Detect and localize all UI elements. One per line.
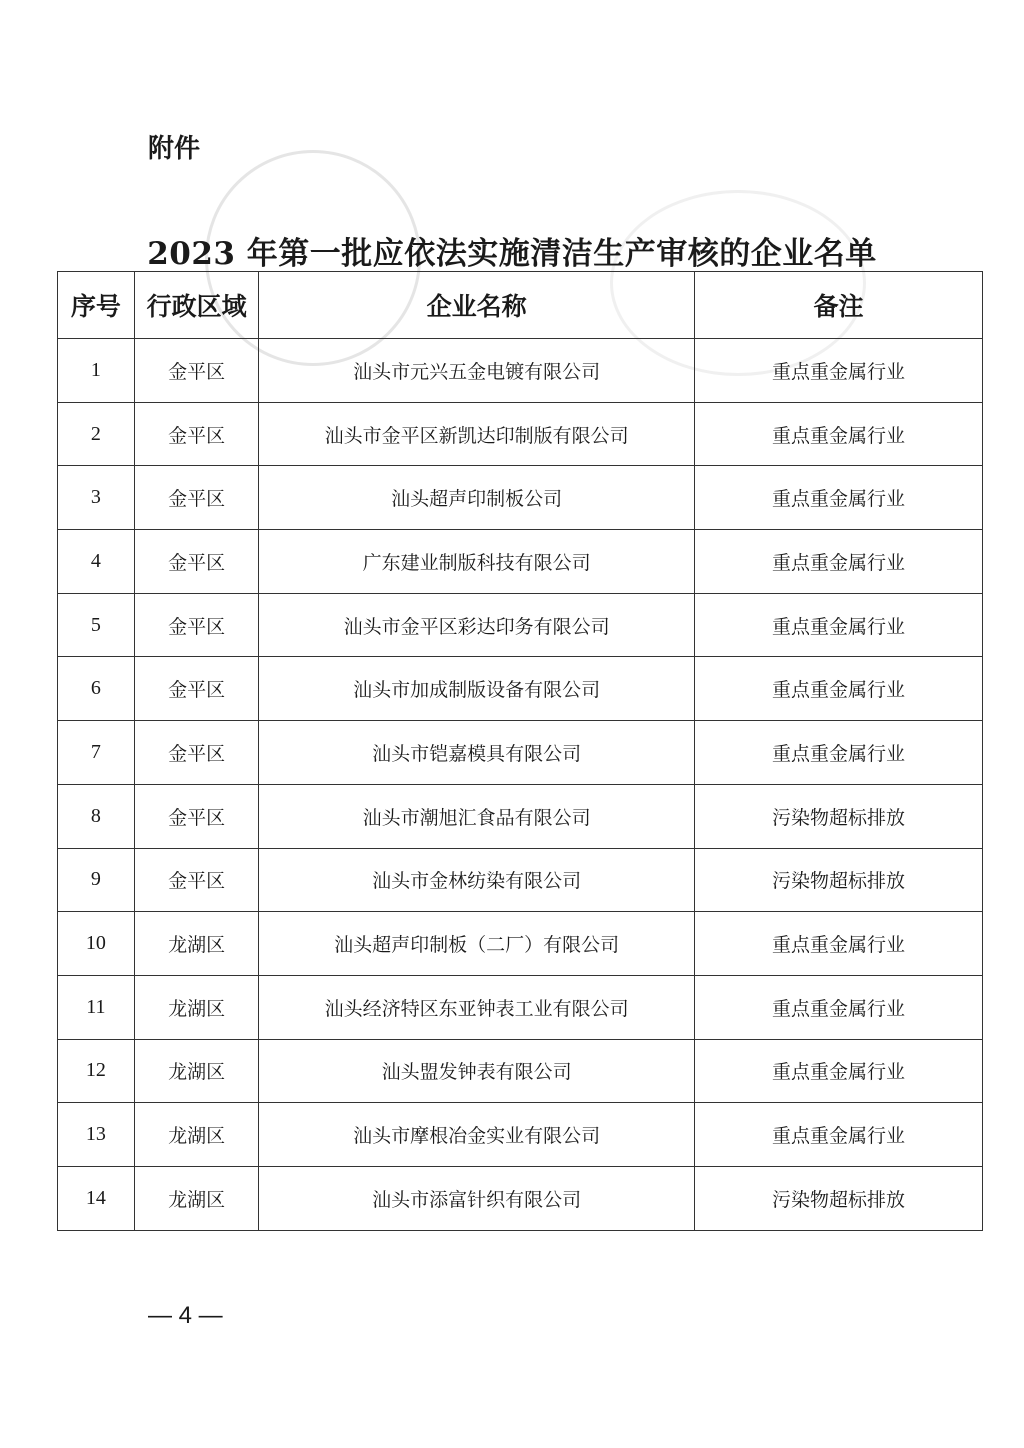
cell-company-name: 汕头市铠嘉模具有限公司 xyxy=(259,721,695,785)
header-remarks: 备注 xyxy=(694,272,982,339)
cell-company-name: 汕头超声印制板（二厂）有限公司 xyxy=(259,912,695,976)
document-title: 2023 年第一批应依法实施清洁生产审核的企业名单 xyxy=(147,236,877,272)
table-row xyxy=(58,848,983,912)
cell-serial-no: 10 xyxy=(58,912,135,976)
table-row xyxy=(58,975,983,1039)
cell-company-name: 汕头市加成制版设备有限公司 xyxy=(259,657,695,721)
cell-district: 金平区 xyxy=(134,657,259,721)
cell-district: 龙湖区 xyxy=(134,1166,259,1230)
table-header-row xyxy=(58,272,983,339)
cell-remarks: 污染物超标排放 xyxy=(694,784,982,848)
cell-company-name: 汕头经济特区东亚钟表工业有限公司 xyxy=(259,975,695,1039)
cell-serial-no: 13 xyxy=(58,1103,135,1167)
table-row xyxy=(58,721,983,785)
cell-company-name: 汕头市元兴五金电镀有限公司 xyxy=(259,339,695,403)
cell-remarks: 重点重金属行业 xyxy=(694,721,982,785)
cell-company-name: 汕头市添富针织有限公司 xyxy=(259,1166,695,1230)
table-row xyxy=(58,593,983,657)
cell-serial-no: 9 xyxy=(58,848,135,912)
header-serial-no: 序号 xyxy=(58,272,135,339)
cell-district: 龙湖区 xyxy=(134,1103,259,1167)
cell-remarks: 污染物超标排放 xyxy=(694,848,982,912)
cell-remarks: 重点重金属行业 xyxy=(694,339,982,403)
cell-serial-no: 3 xyxy=(58,466,135,530)
cell-remarks: 重点重金属行业 xyxy=(694,593,982,657)
cell-company-name: 汕头盟发钟表有限公司 xyxy=(259,1039,695,1103)
cell-company-name: 汕头市摩根冶金实业有限公司 xyxy=(259,1103,695,1167)
table-row xyxy=(58,1166,983,1230)
cell-district: 金平区 xyxy=(134,721,259,785)
cell-serial-no: 1 xyxy=(58,339,135,403)
cell-district: 金平区 xyxy=(134,466,259,530)
cell-serial-no: 14 xyxy=(58,1166,135,1230)
cell-company-name: 汕头市金林纺染有限公司 xyxy=(259,848,695,912)
cell-company-name: 汕头市金平区彩达印务有限公司 xyxy=(259,593,695,657)
table-row xyxy=(58,784,983,848)
cell-serial-no: 4 xyxy=(58,530,135,594)
cell-district: 金平区 xyxy=(134,530,259,594)
page-number: — 4 — xyxy=(148,1302,223,1329)
cell-remarks: 重点重金属行业 xyxy=(694,466,982,530)
cell-serial-no: 7 xyxy=(58,721,135,785)
cell-district: 金平区 xyxy=(134,848,259,912)
cell-remarks: 污染物超标排放 xyxy=(694,1166,982,1230)
cell-district: 金平区 xyxy=(134,402,259,466)
cell-company-name: 广东建业制版科技有限公司 xyxy=(259,530,695,594)
header-district: 行政区域 xyxy=(134,272,259,339)
cell-company-name: 汕头市潮旭汇食品有限公司 xyxy=(259,784,695,848)
cell-serial-no: 2 xyxy=(58,402,135,466)
cell-remarks: 重点重金属行业 xyxy=(694,402,982,466)
cell-district: 金平区 xyxy=(134,593,259,657)
table-row xyxy=(58,466,983,530)
attachment-label: 附件 xyxy=(148,134,201,164)
cell-remarks: 重点重金属行业 xyxy=(694,1103,982,1167)
table-row xyxy=(58,1039,983,1103)
table-row xyxy=(58,339,983,403)
header-company-name: 企业名称 xyxy=(259,272,695,339)
cell-remarks: 重点重金属行业 xyxy=(694,1039,982,1103)
table-row xyxy=(58,402,983,466)
cell-serial-no: 8 xyxy=(58,784,135,848)
cell-remarks: 重点重金属行业 xyxy=(694,912,982,976)
enterprise-list-table xyxy=(57,271,983,1231)
table-row xyxy=(58,912,983,976)
cell-serial-no: 6 xyxy=(58,657,135,721)
cell-district: 龙湖区 xyxy=(134,1039,259,1103)
cell-district: 龙湖区 xyxy=(134,912,259,976)
cell-district: 金平区 xyxy=(134,339,259,403)
cell-serial-no: 12 xyxy=(58,1039,135,1103)
cell-district: 金平区 xyxy=(134,784,259,848)
table-row xyxy=(58,657,983,721)
cell-company-name: 汕头超声印制板公司 xyxy=(259,466,695,530)
cell-serial-no: 5 xyxy=(58,593,135,657)
table-row xyxy=(58,530,983,594)
table-row xyxy=(58,1103,983,1167)
cell-company-name: 汕头市金平区新凯达印制版有限公司 xyxy=(259,402,695,466)
cell-remarks: 重点重金属行业 xyxy=(694,657,982,721)
cell-remarks: 重点重金属行业 xyxy=(694,530,982,594)
cell-district: 龙湖区 xyxy=(134,975,259,1039)
cell-serial-no: 11 xyxy=(58,975,135,1039)
cell-remarks: 重点重金属行业 xyxy=(694,975,982,1039)
